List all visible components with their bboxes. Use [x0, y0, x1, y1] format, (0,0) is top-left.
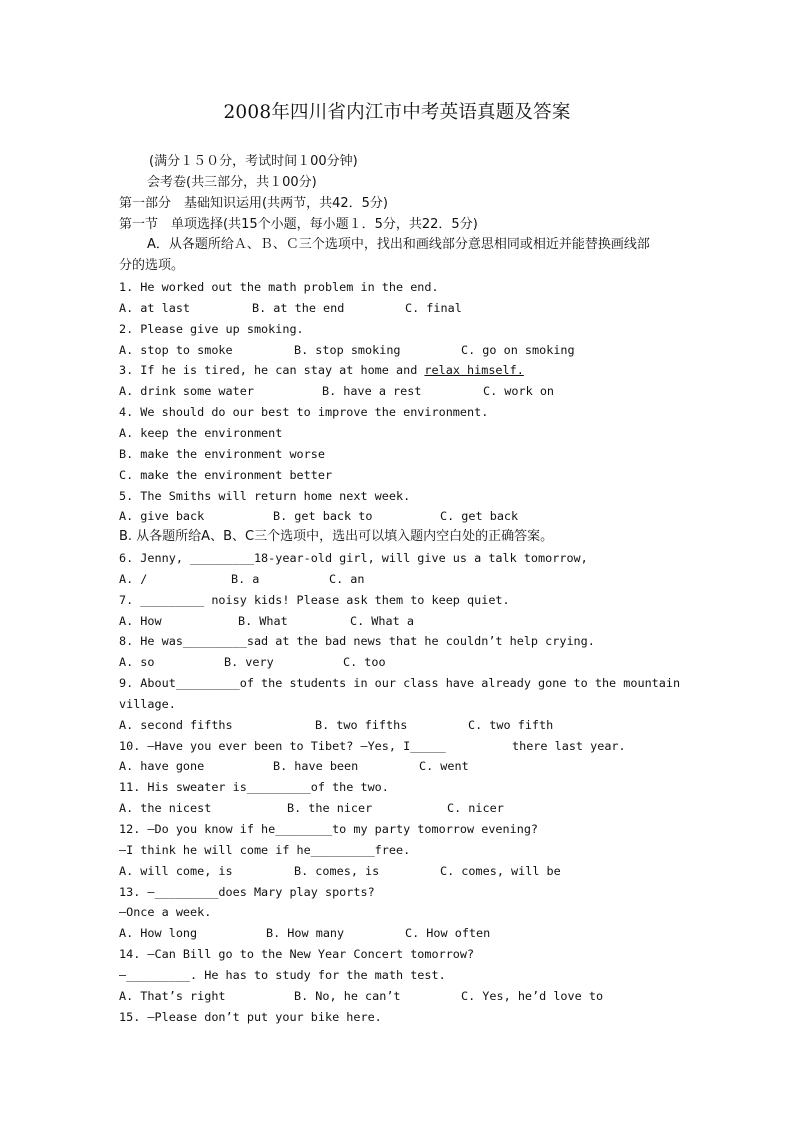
options-5	[119, 506, 689, 527]
question-12: 12. —Do you know if he________to my party tomorrow evening?	[119, 822, 539, 836]
question-2: 2. Please give up smoking.	[119, 321, 304, 336]
option-c: C. What a	[350, 613, 414, 628]
instruction-a: A．从各题所给Ａ、Ｂ、Ｃ三个选项中，找出和画线部分意思相同或相近并能替换画线部	[147, 237, 650, 253]
question-14: 14. —Can Bill go to the New Year Concert tomorrow?	[119, 947, 475, 962]
paper-info: 会考卷(共三部分，共１00分)	[147, 174, 317, 190]
question-10-tail: there last year.	[512, 738, 626, 753]
question-15: 15. —Please don’t put your bike here.	[119, 1009, 382, 1024]
options-10	[119, 756, 689, 777]
options-8	[119, 652, 689, 673]
option-b: B. get back to	[273, 509, 373, 524]
question-13: 13. —_________does Mary play sports?	[119, 884, 375, 899]
instruction-a-cont: 分的选项。	[119, 258, 185, 274]
part-heading: 第一部分 基础知识运用(共两节，共42．5分)	[119, 195, 388, 211]
option-c: C. too	[343, 655, 386, 670]
exam-body	[119, 152, 689, 1027]
question-6: 6. Jenny, _________18-year-old girl, will give us a talk tomorrow,	[119, 551, 588, 566]
option-c: C. How often	[405, 926, 491, 941]
option-b: B. two fifths	[315, 717, 408, 732]
option-b: B. No, he can’t	[294, 988, 401, 1003]
option-b: B. How many	[266, 926, 345, 941]
option-c: C. make the environment better	[119, 467, 333, 482]
option-b: B. at the end	[252, 300, 345, 315]
options-7	[119, 611, 689, 632]
option-a: A. That’s right	[119, 988, 226, 1003]
option-a: A. at last	[119, 300, 191, 315]
option-b: B. comes, is	[294, 863, 380, 878]
options-9	[119, 715, 689, 736]
option-c: C. Yes, he’d love to	[461, 988, 604, 1003]
question-14-cont: —_________. He has to study for the math test.	[119, 967, 446, 982]
option-b: B. a	[231, 571, 260, 586]
option-a: A. so	[119, 655, 155, 670]
question-8: 8. He was_________sad at the bad news that he couldn’t help crying.	[119, 634, 595, 649]
section-heading: 第一节 单项选择(共15个小题，每小题１．5分，共22．5分)	[119, 216, 478, 232]
option-c: C. work on	[483, 384, 555, 399]
question-1: 1. He worked out the math problem in the end.	[119, 280, 439, 295]
question-7: 7. _________ noisy kids! Please ask them to keep quiet.	[119, 592, 510, 607]
option-b: B. very	[224, 655, 274, 670]
options-14	[119, 986, 689, 1007]
option-c: C. went	[419, 759, 469, 774]
page-title: 2008年四川省内江市中考英语真题及答案	[223, 102, 571, 123]
option-a: A. How	[119, 613, 162, 628]
option-a: A. have gone	[119, 759, 205, 774]
question-9: 9. About_________of the students in our class have already gone to the mountain	[119, 676, 681, 691]
question-13-cont: —Once a week.	[119, 905, 212, 920]
question-5: 5. The Smiths will return home next week.	[119, 488, 411, 503]
options-2	[119, 340, 689, 361]
options-3	[119, 381, 689, 402]
question-11: 11. His sweater is_________of the two.	[119, 780, 389, 795]
question-9-cont: village.	[119, 696, 176, 711]
option-b: B. What	[238, 613, 288, 628]
instruction-b: B. 从各题所给A、B、C三个选项中，选出可以填入题内空白处的正确答案。	[119, 529, 554, 545]
option-c: C. an	[329, 571, 365, 586]
options-6	[119, 569, 689, 590]
option-a: A. drink some water	[119, 384, 254, 399]
option-a: A. stop to smoke	[119, 342, 233, 357]
options-11	[119, 798, 689, 819]
options-13	[119, 923, 689, 944]
option-b: B. make the environment worse	[119, 446, 325, 461]
question-4: 4. We should do our best to improve the environment.	[119, 405, 489, 420]
options-1	[119, 298, 689, 319]
option-a: A. keep the environment	[119, 425, 283, 440]
score-info: (满分１５０分，考试时间１00分钟)	[149, 154, 358, 169]
option-b: B. stop smoking	[294, 342, 401, 357]
option-a: A. will come, is	[119, 863, 233, 878]
option-c: C. get back	[440, 509, 519, 524]
option-a: A. the nicest	[119, 801, 212, 816]
option-b: B. have been	[273, 759, 359, 774]
option-c: C. nicer	[447, 801, 504, 816]
option-a: A. /	[119, 571, 148, 586]
option-a: A. give back	[119, 509, 205, 524]
option-a: A. How long	[119, 926, 198, 941]
underlined-phrase: relax himself.	[424, 363, 524, 378]
option-a: A. second fifths	[119, 717, 233, 732]
question-3-stem: 3. If he is tired, he can stay at home and	[119, 363, 425, 378]
option-b: B. the nicer	[287, 801, 373, 816]
question-12-cont: —I think he will come if he_________free.	[119, 842, 411, 857]
question-3	[119, 360, 689, 381]
question-10-stem: 10. —Have you ever been to Tibet? —Yes, I_____	[119, 738, 446, 753]
options-12	[119, 861, 689, 882]
option-c: C. final	[405, 300, 462, 315]
option-c: C. two fifth	[468, 717, 554, 732]
question-10	[119, 736, 689, 757]
option-c: C. go on smoking	[461, 342, 575, 357]
option-b: B. have a rest	[322, 384, 422, 399]
option-c: C. comes, will be	[440, 863, 561, 878]
